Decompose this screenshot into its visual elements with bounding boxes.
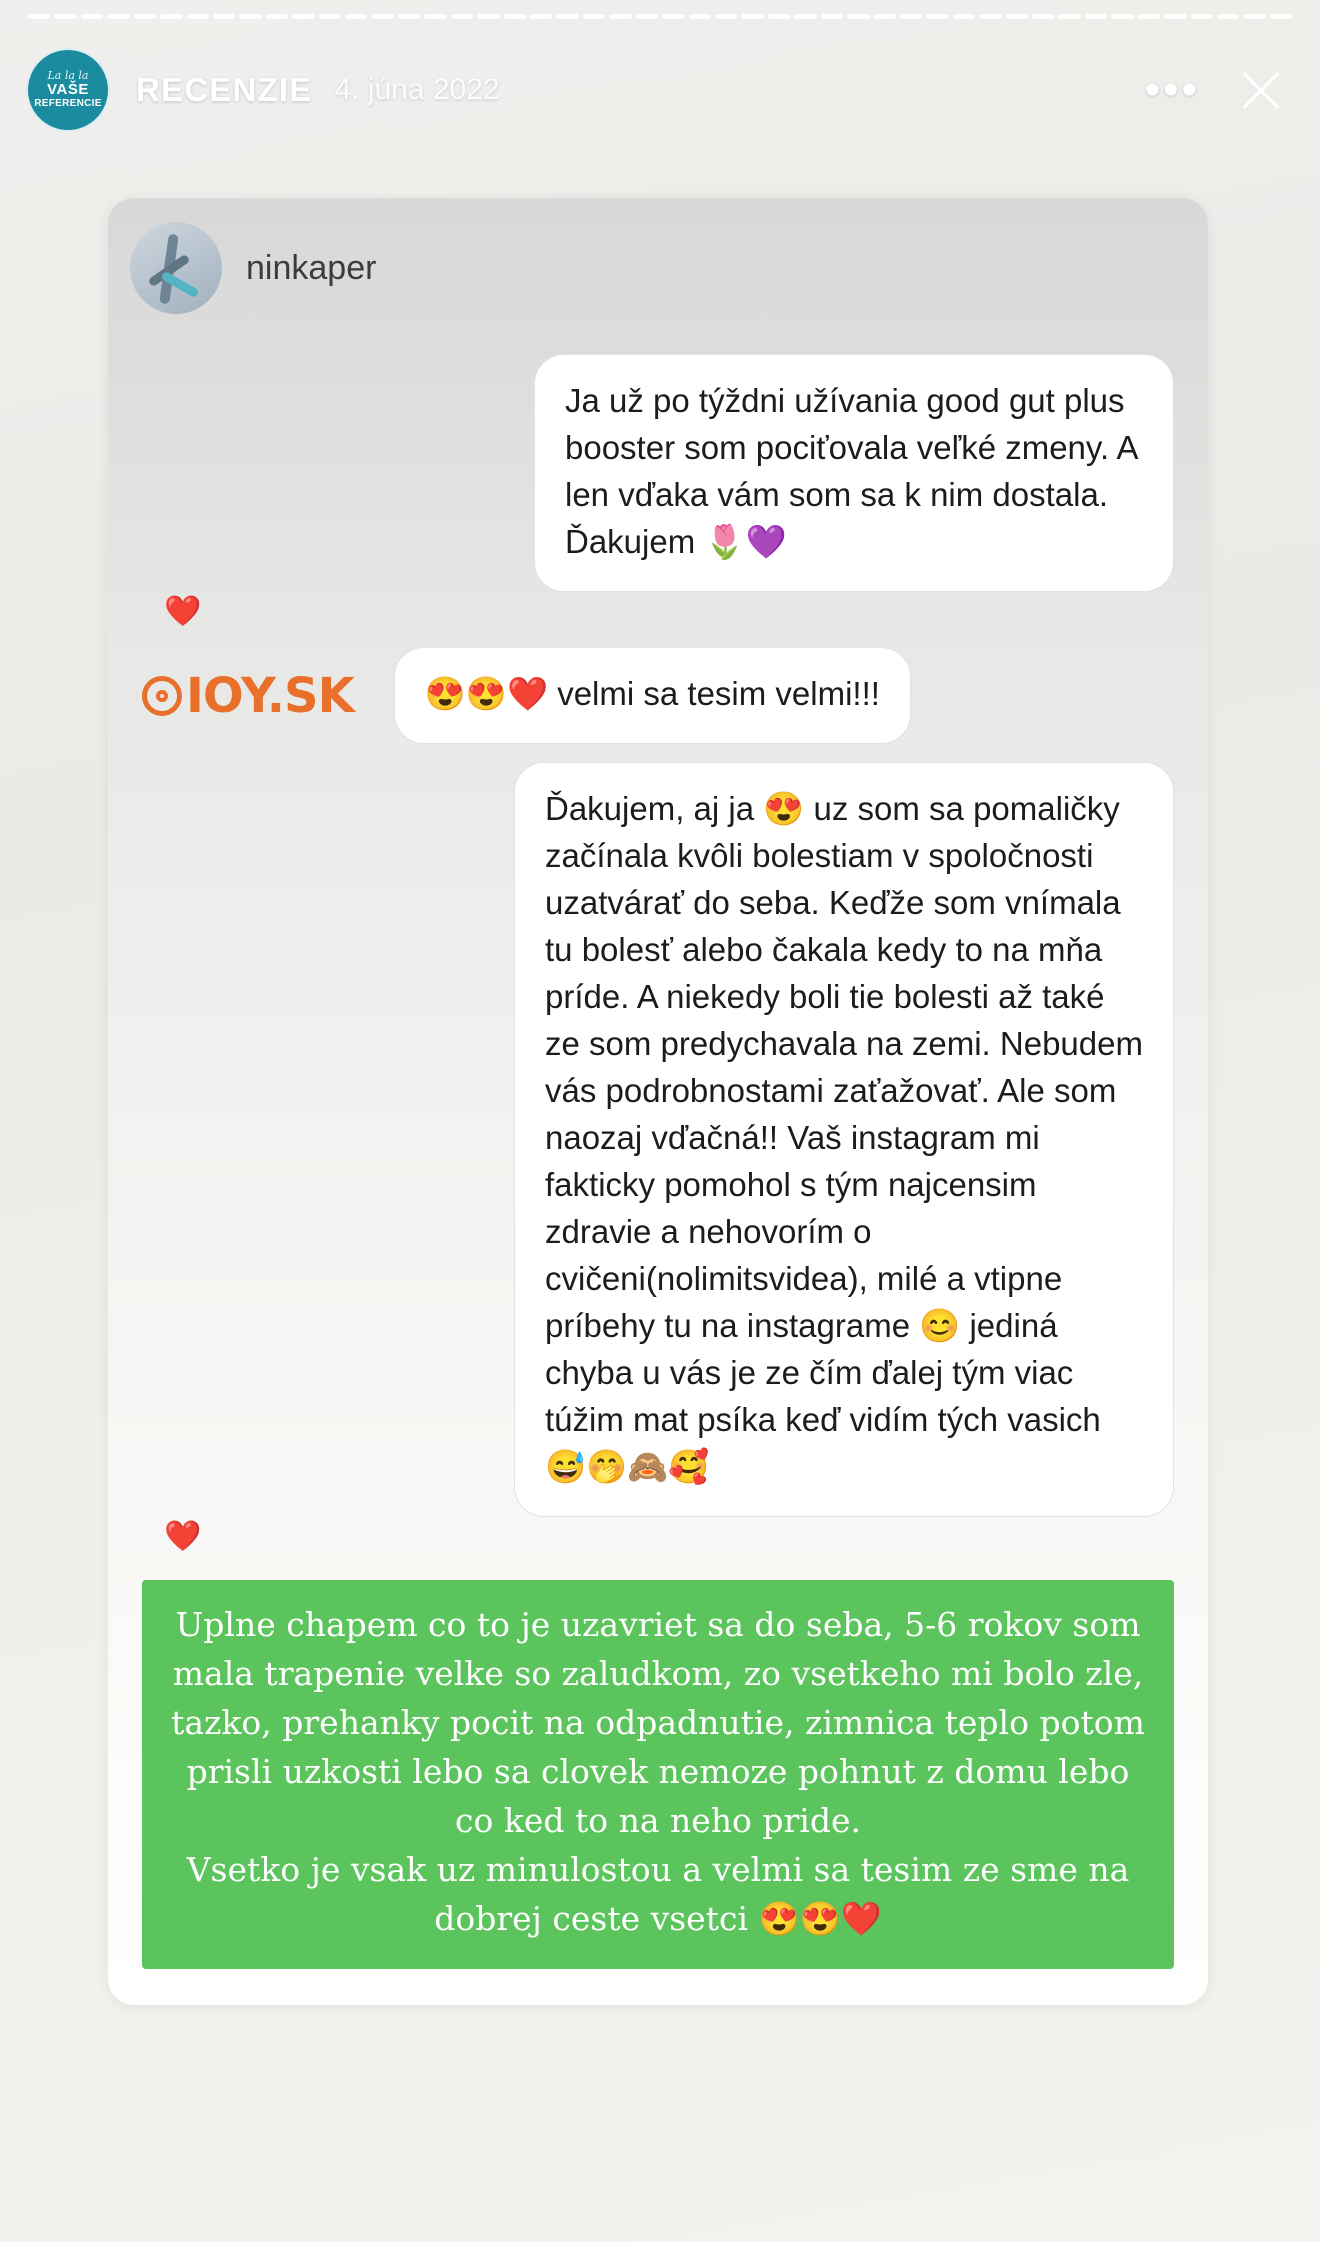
chat-header (108, 198, 1208, 320)
progress-segment[interactable] (715, 14, 737, 19)
progress-segment[interactable] (54, 14, 76, 19)
at-icon (142, 676, 182, 716)
progress-segment[interactable] (371, 14, 393, 19)
progress-segment[interactable] (1243, 14, 1265, 19)
progress-segment[interactable] (821, 14, 843, 19)
page-title: RECENZIE (136, 71, 313, 108)
progress-segment[interactable] (266, 14, 288, 19)
progress-segment[interactable] (451, 14, 473, 19)
progress-segment[interactable] (1164, 14, 1186, 19)
progress-segment[interactable] (768, 14, 790, 19)
progress-segment[interactable] (239, 14, 261, 19)
progress-segment[interactable] (81, 14, 103, 19)
progress-segment[interactable] (1006, 14, 1028, 19)
story-date: 4. júna 2022 (334, 73, 500, 106)
progress-segment[interactable] (1191, 14, 1213, 19)
progress-segment[interactable] (1270, 14, 1292, 19)
progress-segment[interactable] (213, 14, 235, 19)
message-row (142, 762, 1174, 1517)
progress-segment[interactable] (1217, 14, 1239, 19)
progress-segment[interactable] (874, 14, 896, 19)
progress-segment[interactable] (979, 14, 1001, 19)
message-bubble-outgoing-1: 😍😍❤️ velmi sa tesim velmi!!! (394, 647, 911, 744)
avatar-line-1: VAŠE (47, 81, 89, 98)
message-reaction-1[interactable]: ❤️ (164, 595, 202, 628)
chat-avatar (130, 222, 222, 314)
progress-segment[interactable] (1111, 14, 1133, 19)
story-progress-bar[interactable] (28, 14, 1292, 19)
message-bubble-incoming-1: Ja už po týždni užívania good gut plus booster som pociťovala veľké zmeny. A len vďaka vám som sa k nim dostala. Ďakujem 🌷💜 (534, 354, 1174, 592)
progress-segment[interactable] (292, 14, 314, 19)
green-note-paragraph-1: Uplne chapem co to je uzavriet sa do seba, 5-6 rokov som mala trapenie velke so zaludkom, zo vsetkeho mi bolo zle, tazko, prehanky pocit na odpadnutie, zimnica teplo potom prisli uzkosti lebo sa clovek nemoze pohnut z domu lebo co ked to na neho pride. (171, 1605, 1145, 1840)
progress-segment[interactable] (926, 14, 948, 19)
progress-segment[interactable] (741, 14, 763, 19)
progress-segment[interactable] (794, 14, 816, 19)
progress-segment[interactable] (1085, 14, 1107, 19)
progress-segment[interactable] (1032, 14, 1054, 19)
progress-segment[interactable] (689, 14, 711, 19)
close-icon[interactable] (1234, 63, 1288, 117)
progress-segment[interactable] (28, 14, 50, 19)
progress-segment[interactable] (319, 14, 341, 19)
progress-segment[interactable] (398, 14, 420, 19)
brand-handle (142, 668, 354, 724)
progress-segment[interactable] (556, 14, 578, 19)
chat-username: ninkaper (246, 248, 377, 287)
progress-segment[interactable] (636, 14, 658, 19)
shared-screenshot-card (108, 198, 1208, 2005)
avatar-line-2: REFERENCIE (34, 98, 102, 109)
progress-segment[interactable] (187, 14, 209, 19)
avatar-script-text: La la la (47, 69, 89, 82)
outgoing-message-row (142, 647, 1174, 744)
green-note-paragraph-2: Vsetko je vsak uz minulostou a velmi sa tesim ze sme na dobrej ceste vsetci 😍😍❤️ (186, 1850, 1130, 1938)
progress-segment[interactable] (583, 14, 605, 19)
message-bubble-incoming-2: Ďakujem, aj ja 😍 uz som sa pomaličky začínala kvôli bolestiam v spoločnosti uzatvárať do seba. Keďže som vnímala tu bolesť alebo čakala kedy to na mňa príde. A niekedy boli tie bolesti až také ze som predychavala na zemi. Nebudem vás podrobnostami zaťažovať. Ale som naozaj vďačná!! Vaš instagram mi fakticky pomohol s tým najcensim zdravie a nehovorím o cvičeni(nolimitsvidea), milé a vtipne príbehy tu na instagrame 😊 jediná chyba u vás je ze čím ďalej tým viac túžim mat psíka keď vidím tých vasich 😅🤭🙈🥰 (514, 762, 1174, 1517)
progress-segment[interactable] (424, 14, 446, 19)
progress-segment[interactable] (107, 14, 129, 19)
green-note (142, 1580, 1174, 1969)
progress-segment[interactable] (662, 14, 684, 19)
message-list (108, 320, 1208, 1554)
brand-handle-text: IOY.SK (186, 667, 354, 724)
progress-segment[interactable] (1138, 14, 1160, 19)
progress-segment[interactable] (530, 14, 552, 19)
avatar[interactable] (26, 48, 110, 132)
progress-segment[interactable] (160, 14, 182, 19)
progress-segment[interactable] (953, 14, 975, 19)
message-reaction-2[interactable]: ❤️ (164, 1520, 202, 1553)
story-header (26, 44, 1294, 136)
progress-segment[interactable] (504, 14, 526, 19)
progress-segment[interactable] (1058, 14, 1080, 19)
progress-segment[interactable] (477, 14, 499, 19)
progress-segment[interactable] (345, 14, 367, 19)
progress-segment[interactable] (134, 14, 156, 19)
message-row (142, 354, 1174, 592)
progress-segment[interactable] (900, 14, 922, 19)
progress-segment[interactable] (609, 14, 631, 19)
progress-segment[interactable] (847, 14, 869, 19)
more-horizontal-icon[interactable]: ••• (1144, 65, 1200, 114)
